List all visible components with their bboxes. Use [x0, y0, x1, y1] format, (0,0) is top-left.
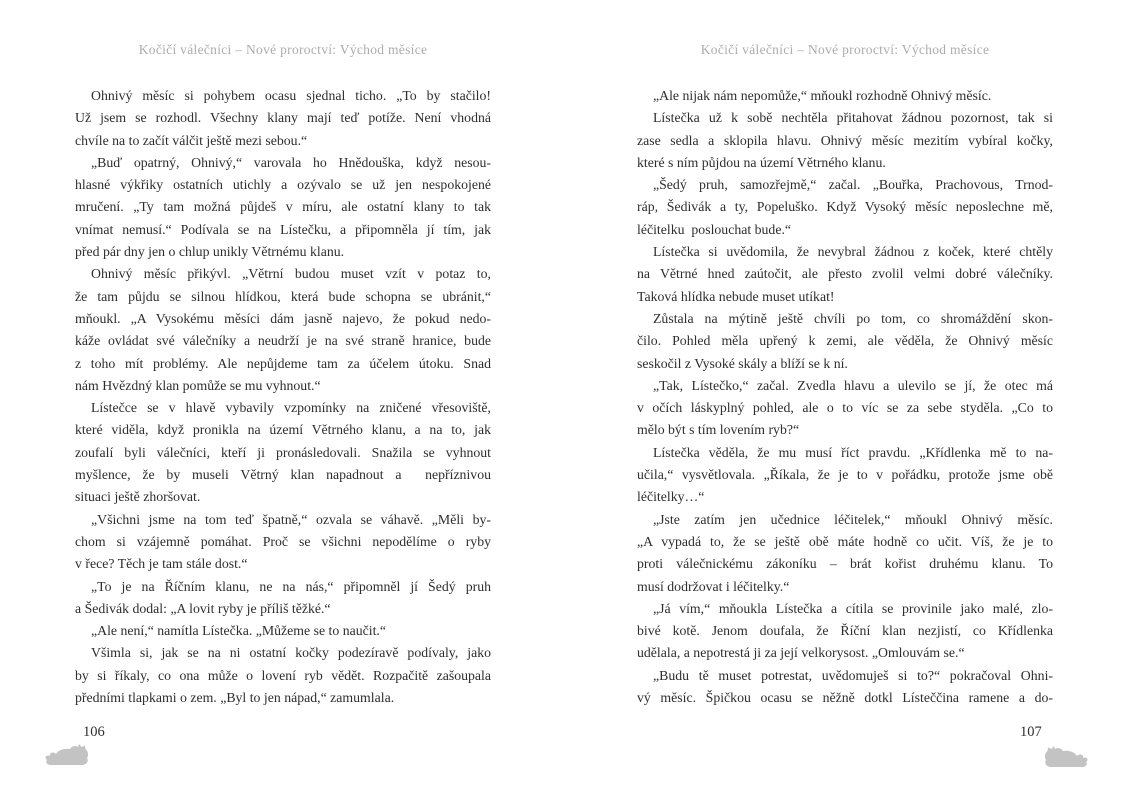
text-line: seskočil z Vysoké skály a blíží se k ní.: [637, 355, 848, 371]
text-line: zase sedla a sklopila hlavu. Ohnivý měsíc mezitím vybíral kočky,: [637, 132, 1053, 148]
text-line: před pár dny jen o chlup unikly Větrnému klanu.: [75, 244, 345, 260]
text-line: bivé kotě. Jenom doufala, že Říční klan nezjistí, co Křídlenka: [637, 623, 1053, 639]
text-line: „Buď opatrný, Ohnivý,“ varovala ho Hnědouška, když nesou-: [91, 154, 491, 170]
text-line: hlasné výkřiky ostatních utichly a ozývalo se už jen nespokojené: [75, 177, 491, 193]
text-line: léčitelky…“: [637, 489, 705, 505]
text-line: „Všichni jsme na tom teď špatně,“ ozvala se váhavě. „Měli by-: [91, 511, 491, 527]
text-line: učila,“ vysvětlovala. „Říkala, že je to v pořádku, protože jsme obě: [637, 467, 1053, 483]
text-line: by si říkaly, co ona může o lovení ryb vědět. Rozpačitě zašoupala: [75, 667, 491, 683]
text-line: vnímat nemusí.“ Podívala se na Lístečku, a připomněla jí tím, jak: [75, 221, 491, 237]
text-line: že tam půjdu se silnou hlídkou, která bude schopna se ubránit,“: [75, 288, 491, 304]
text-line: Ohnivý měsíc si pohybem ocasu sjednal ticho. „To by stačilo!: [91, 88, 491, 103]
text-line: „Tak, Lístečko,“ začal. Zvedla hlavu a ulevilo se jí, že otec má: [653, 377, 1053, 393]
text-line: Zůstala na mýtině ještě chvíli po tom, co shromáždění skon-: [653, 310, 1053, 326]
page-number: 106: [83, 724, 105, 740]
running-header: Kočičí válečníci – Nové proroctví: Východ měsíce: [700, 42, 990, 57]
running-header: Kočičí válečníci – Nové proroctví: Východ měsíce: [138, 42, 428, 57]
text-line: mělo být s tím lovením ryb?“: [637, 422, 800, 438]
text-line: předními tlapkami o zem. „Byl to jen nápad,“ zamumlala.: [75, 690, 395, 706]
cat-silhouette-icon: [1042, 744, 1088, 770]
text-line: „Jste zatím jen učednice léčitelek,“ mňoukl Ohnivý měsíc.: [653, 511, 1053, 527]
text-line: na Větrné hned zaútočit, ale přesto zvolil velmi dobré válečníky.: [637, 266, 1053, 282]
text-line: „Budu tě muset potrestat, uvědomuješ si to?“ pokračoval Ohni-: [653, 667, 1053, 683]
text-line: které s ním půjdou na území Větrného klanu.: [637, 154, 886, 170]
text-line: Lístečka si uvědomila, že nevybral žádnou z koček, které chtěly: [653, 244, 1053, 260]
text-line: Lístečka už k sobě nechtěla přitahovat žádnou pozornost, tak si: [653, 110, 1053, 126]
text-line: v řece? Těch je tam stále dost.“: [75, 556, 248, 572]
text-line: Už jsem se rozhodl. Všechny klany mají teď potíže. Není vhodná: [75, 110, 491, 126]
text-line: proti válečnickému zákoníku – brát kořist druhému klanu. To: [637, 556, 1053, 572]
text-line: léčitelku poslouchat bude.“: [637, 221, 792, 237]
text-line: „Ale nijak nám nepomůže,“ mňoukl rozhodně Ohnivý měsíc.: [653, 88, 992, 103]
text-line: vý měsíc. Špičkou ocasu se něžně dotkl Lísteččina ramene a do-: [637, 690, 1053, 706]
text-line: „Šedý pruh, samozřejmě,“ začal. „Bouřka, Prachovous, Trnod-: [653, 177, 1053, 193]
text-line: mňoukl. „A Vysokému měsíci dám jasně najevo, že pokud nedo-: [75, 310, 491, 326]
text-line: myšlence, že by museli Větrný klan napadnout a nepříznivou: [75, 467, 491, 483]
text-line: „To je na Říčním klanu, ne na nás,“ připomněl jí Šedý pruh: [91, 578, 491, 594]
cat-silhouette-icon: [45, 742, 91, 768]
text-line: Lístečka věděla, že mu musí říct pravdu. „Křídlenka mě to na-: [653, 444, 1053, 460]
text-line: mručení. „Ty tam možná půjdeš v míru, ale ostatní klany to tak: [75, 199, 491, 215]
text-line: musí dodržovat i léčitelky.“: [637, 578, 790, 594]
text-line: Ohnivý měsíc přikývl. „Větrní budou muset vzít v potaz to,: [91, 266, 491, 282]
text-line: Všimla si, jak se na ni ostatní kočky podezíravě podívaly, jako: [91, 645, 491, 661]
text-line: zoufalí byli válečníci, kteří ji pronásledovali. Snažila se vyhnout: [75, 444, 491, 460]
text-line: které viděla, když pronikla na území Větrného klanu, a na to, jak: [75, 422, 491, 438]
text-line: Lístečce se v hlavě vybavily vzpomínky na zničené vřesoviště,: [91, 400, 491, 416]
text-line: chvíle na to začít válčit ještě mezi sebou.“: [75, 132, 308, 148]
text-line: nám Hvězdný klan pomůže se mu vyhnout.“: [75, 377, 321, 393]
text-line: ráp, Šedivák a ty, Popeluško. Když Vysoký měsíc neposlechne mě,: [637, 199, 1053, 215]
text-line: čilo. Pohled měla upřený k zemi, ale věděla, že Ohnivý měsíc: [637, 333, 1053, 349]
text-line: chom si vzájemně pomáhat. Proč se všichni nepodělíme o ryby: [75, 533, 491, 549]
page-body-text: [637, 85, 1053, 709]
text-line: „A vypadá to, že se ještě obě máte hodně co učit. Víš, že je to: [637, 533, 1053, 549]
text-line: a Šedivák dodal: „A lovit ryby je příliš těžké.“: [75, 600, 331, 616]
text-line: situaci ještě zhoršovat.: [75, 489, 201, 505]
text-line: „Já vím,“ mňoukla Lístečka a cítila se provinile jako malé, zlo-: [653, 600, 1053, 616]
text-line: z toho mít problémy. Ale nepůjdeme tam za účelem útoku. Snad: [75, 355, 491, 371]
page-body-text: [75, 85, 491, 709]
text-line: Taková hlídka nebude muset utíkat!: [637, 288, 835, 304]
page-number: 107: [1020, 724, 1042, 740]
text-line: káže ovládat své válečníky a neudrží je na své straně hranice, bude: [75, 333, 491, 349]
text-line: „Ale není,“ namítla Lístečka. „Můžeme se to naučit.“: [91, 623, 386, 639]
text-line: udělala, a nepotrestá ji za její velkorysost. „Omlouvám se.“: [637, 645, 965, 661]
page-right: [561, 0, 1122, 800]
text-line: v očích láskyplný pohled, ale o to víc se za sebe styděla. „Co to: [637, 400, 1053, 416]
